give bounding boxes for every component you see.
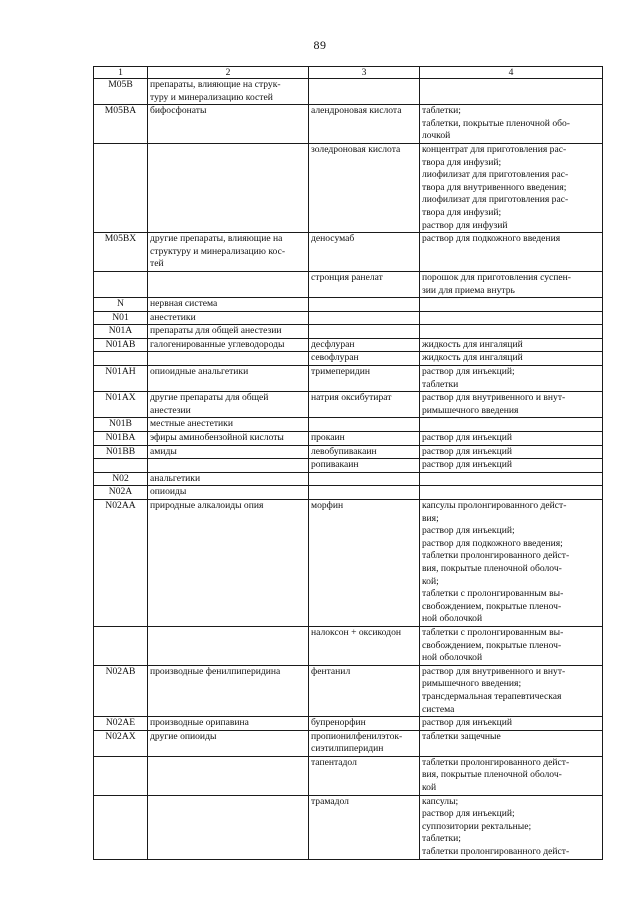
atc-code-cell: N01BB <box>94 445 148 459</box>
atc-code-cell: N02A <box>94 486 148 500</box>
table-row <box>94 143 603 232</box>
table-row <box>94 271 603 297</box>
group-name-cell <box>148 271 309 297</box>
atc-code-cell: N01BA <box>94 432 148 446</box>
substance-cell <box>309 79 420 105</box>
dosage-form-cell <box>420 298 603 312</box>
atc-code-cell <box>94 143 148 232</box>
substance-cell <box>309 418 420 432</box>
table-row <box>94 730 603 756</box>
table-row <box>94 352 603 366</box>
header-cell-1: 1 <box>94 67 148 79</box>
table-row <box>94 472 603 486</box>
dosage-form-cell: жидкость для ингаляций <box>420 352 603 366</box>
group-name-cell: другие опиоиды <box>148 730 309 756</box>
group-name-cell <box>148 756 309 795</box>
table-row <box>94 298 603 312</box>
substance-cell: десфлуран <box>309 338 420 352</box>
table-row <box>94 325 603 339</box>
header-cell-3: 3 <box>309 67 420 79</box>
table-row <box>94 665 603 716</box>
dosage-form-cell: раствор для инъекций <box>420 432 603 446</box>
atc-code-cell <box>94 795 148 859</box>
dosage-form-cell: раствор для инъекций <box>420 459 603 473</box>
group-name-cell: амиды <box>148 445 309 459</box>
group-name-cell: опиоидные анальгетики <box>148 366 309 392</box>
substance-cell <box>309 325 420 339</box>
table-row <box>94 459 603 473</box>
atc-code-cell: N01A <box>94 325 148 339</box>
atc-code-cell: N02AX <box>94 730 148 756</box>
dosage-form-cell: раствор для внутривенного и внут- римышечного введения; трансдермальная терапевтическая система <box>420 665 603 716</box>
dosage-form-cell: капсулы пролонгированного дейст- вия; раствор для инъекций; раствор для подкожного введения; таблетки пролонгированного дейст- вия, покрытые пленочной оболоч- кой; таблетки с пролонгированным вы- свобождением, покрытые пленоч- ной оболочкой <box>420 500 603 627</box>
table-row <box>94 418 603 432</box>
atc-code-cell: N <box>94 298 148 312</box>
table-row <box>94 432 603 446</box>
table-row <box>94 500 603 627</box>
dosage-form-cell <box>420 311 603 325</box>
dosage-form-cell <box>420 79 603 105</box>
table-header-row <box>94 67 603 79</box>
atc-code-cell <box>94 459 148 473</box>
substance-cell: севофлуран <box>309 352 420 366</box>
group-name-cell: галогенированные углеводороды <box>148 338 309 352</box>
group-name-cell: бифосфонаты <box>148 105 309 144</box>
group-name-cell: природные алкалоиды опия <box>148 500 309 627</box>
substance-cell: пропионилфенилэток- сиэтилпиперидин <box>309 730 420 756</box>
substance-cell: налоксон + оксикодон <box>309 626 420 665</box>
group-name-cell: другие препараты для общей анестезии <box>148 392 309 418</box>
table-row <box>94 105 603 144</box>
table-body <box>94 67 603 860</box>
substance-cell: натрия оксибутират <box>309 392 420 418</box>
group-name-cell: препараты для общей анестезии <box>148 325 309 339</box>
table-row <box>94 626 603 665</box>
table-row <box>94 79 603 105</box>
dosage-form-cell: раствор для внутривенного и внут- римышечного введения <box>420 392 603 418</box>
substance-cell <box>309 472 420 486</box>
substance-cell: прокаин <box>309 432 420 446</box>
group-name-cell: производные орипавина <box>148 717 309 731</box>
substance-cell: тапентадол <box>309 756 420 795</box>
group-name-cell: опиоиды <box>148 486 309 500</box>
table-row <box>94 486 603 500</box>
substance-cell <box>309 486 420 500</box>
table-row <box>94 445 603 459</box>
substance-cell: левобупивакаин <box>309 445 420 459</box>
atc-code-cell: N02AE <box>94 717 148 731</box>
atc-code-cell: N01B <box>94 418 148 432</box>
substance-cell: бупренорфин <box>309 717 420 731</box>
dosage-form-cell <box>420 472 603 486</box>
atc-code-cell <box>94 756 148 795</box>
table-row <box>94 233 603 272</box>
group-name-cell <box>148 626 309 665</box>
header-cell-4: 4 <box>420 67 603 79</box>
atc-code-cell: M05BA <box>94 105 148 144</box>
dosage-form-cell: капсулы; раствор для инъекций; суппозитории ректальные; таблетки; таблетки пролонгированного дейст- <box>420 795 603 859</box>
dosage-form-cell: таблетки пролонгированного дейст- вия, покрытые пленочной оболоч- кой <box>420 756 603 795</box>
dosage-form-cell <box>420 418 603 432</box>
substance-cell: ропивакаин <box>309 459 420 473</box>
dosage-form-cell: концентрат для приготовления рас- твора для инфузий; лиофилизат для приготовления рас- твора для внутривенного введения; лиофилизат для приготовления рас- твора для инфузий; раствор для инфузий <box>420 143 603 232</box>
atc-code-cell <box>94 271 148 297</box>
dosage-form-cell: таблетки защечные <box>420 730 603 756</box>
dosage-form-cell: раствор для инъекций <box>420 445 603 459</box>
group-name-cell <box>148 143 309 232</box>
group-name-cell: анальгетики <box>148 472 309 486</box>
dosage-form-cell <box>420 486 603 500</box>
atc-code-cell: N01AX <box>94 392 148 418</box>
substance-cell: деносумаб <box>309 233 420 272</box>
group-name-cell: местные анестетики <box>148 418 309 432</box>
substance-cell: золедроновая кислота <box>309 143 420 232</box>
substance-cell: алендроновая кислота <box>309 105 420 144</box>
group-name-cell: препараты, влияющие на струк- туру и минерализацию костей <box>148 79 309 105</box>
substance-cell: тримеперидин <box>309 366 420 392</box>
atc-code-cell: N02AA <box>94 500 148 627</box>
dosage-form-cell: раствор для инъекций; таблетки <box>420 366 603 392</box>
dosage-form-cell <box>420 325 603 339</box>
atc-code-cell: N02 <box>94 472 148 486</box>
table-row <box>94 717 603 731</box>
substance-cell: трамадол <box>309 795 420 859</box>
atc-code-cell: N01AH <box>94 366 148 392</box>
substance-cell <box>309 298 420 312</box>
substance-cell <box>309 311 420 325</box>
header-cell-2: 2 <box>148 67 309 79</box>
substance-cell: стронция ранелат <box>309 271 420 297</box>
table-row <box>94 366 603 392</box>
group-name-cell <box>148 459 309 473</box>
group-name-cell <box>148 795 309 859</box>
dosage-form-cell: таблетки с пролонгированным вы- свобождением, покрытые пленоч- ной оболочкой <box>420 626 603 665</box>
dosage-form-cell: порошок для приготовления суспен- зии для приема внутрь <box>420 271 603 297</box>
table-row <box>94 338 603 352</box>
table <box>93 66 603 860</box>
table-row <box>94 311 603 325</box>
group-name-cell: анестетики <box>148 311 309 325</box>
drug-classification-table <box>93 66 602 860</box>
atc-code-cell: N01 <box>94 311 148 325</box>
atc-code-cell <box>94 352 148 366</box>
atc-code-cell: M05B <box>94 79 148 105</box>
table-row <box>94 795 603 859</box>
atc-code-cell <box>94 626 148 665</box>
dosage-form-cell: жидкость для ингаляций <box>420 338 603 352</box>
group-name-cell: эфиры аминобензойной кислоты <box>148 432 309 446</box>
table-row <box>94 392 603 418</box>
atc-code-cell: N01AB <box>94 338 148 352</box>
page-number: 89 <box>313 38 327 52</box>
group-name-cell: нервная система <box>148 298 309 312</box>
atc-code-cell: M05BX <box>94 233 148 272</box>
group-name-cell: производные фенилпиперидина <box>148 665 309 716</box>
dosage-form-cell: таблетки; таблетки, покрытые пленочной обо- лочкой <box>420 105 603 144</box>
table-row <box>94 756 603 795</box>
group-name-cell: другие препараты, влияющие на структуру и минерализацию кос- тей <box>148 233 309 272</box>
group-name-cell <box>148 352 309 366</box>
substance-cell: морфин <box>309 500 420 627</box>
dosage-form-cell: раствор для подкожного введения <box>420 233 603 272</box>
substance-cell: фентанил <box>309 665 420 716</box>
dosage-form-cell: раствор для инъекций <box>420 717 603 731</box>
atc-code-cell: N02AB <box>94 665 148 716</box>
